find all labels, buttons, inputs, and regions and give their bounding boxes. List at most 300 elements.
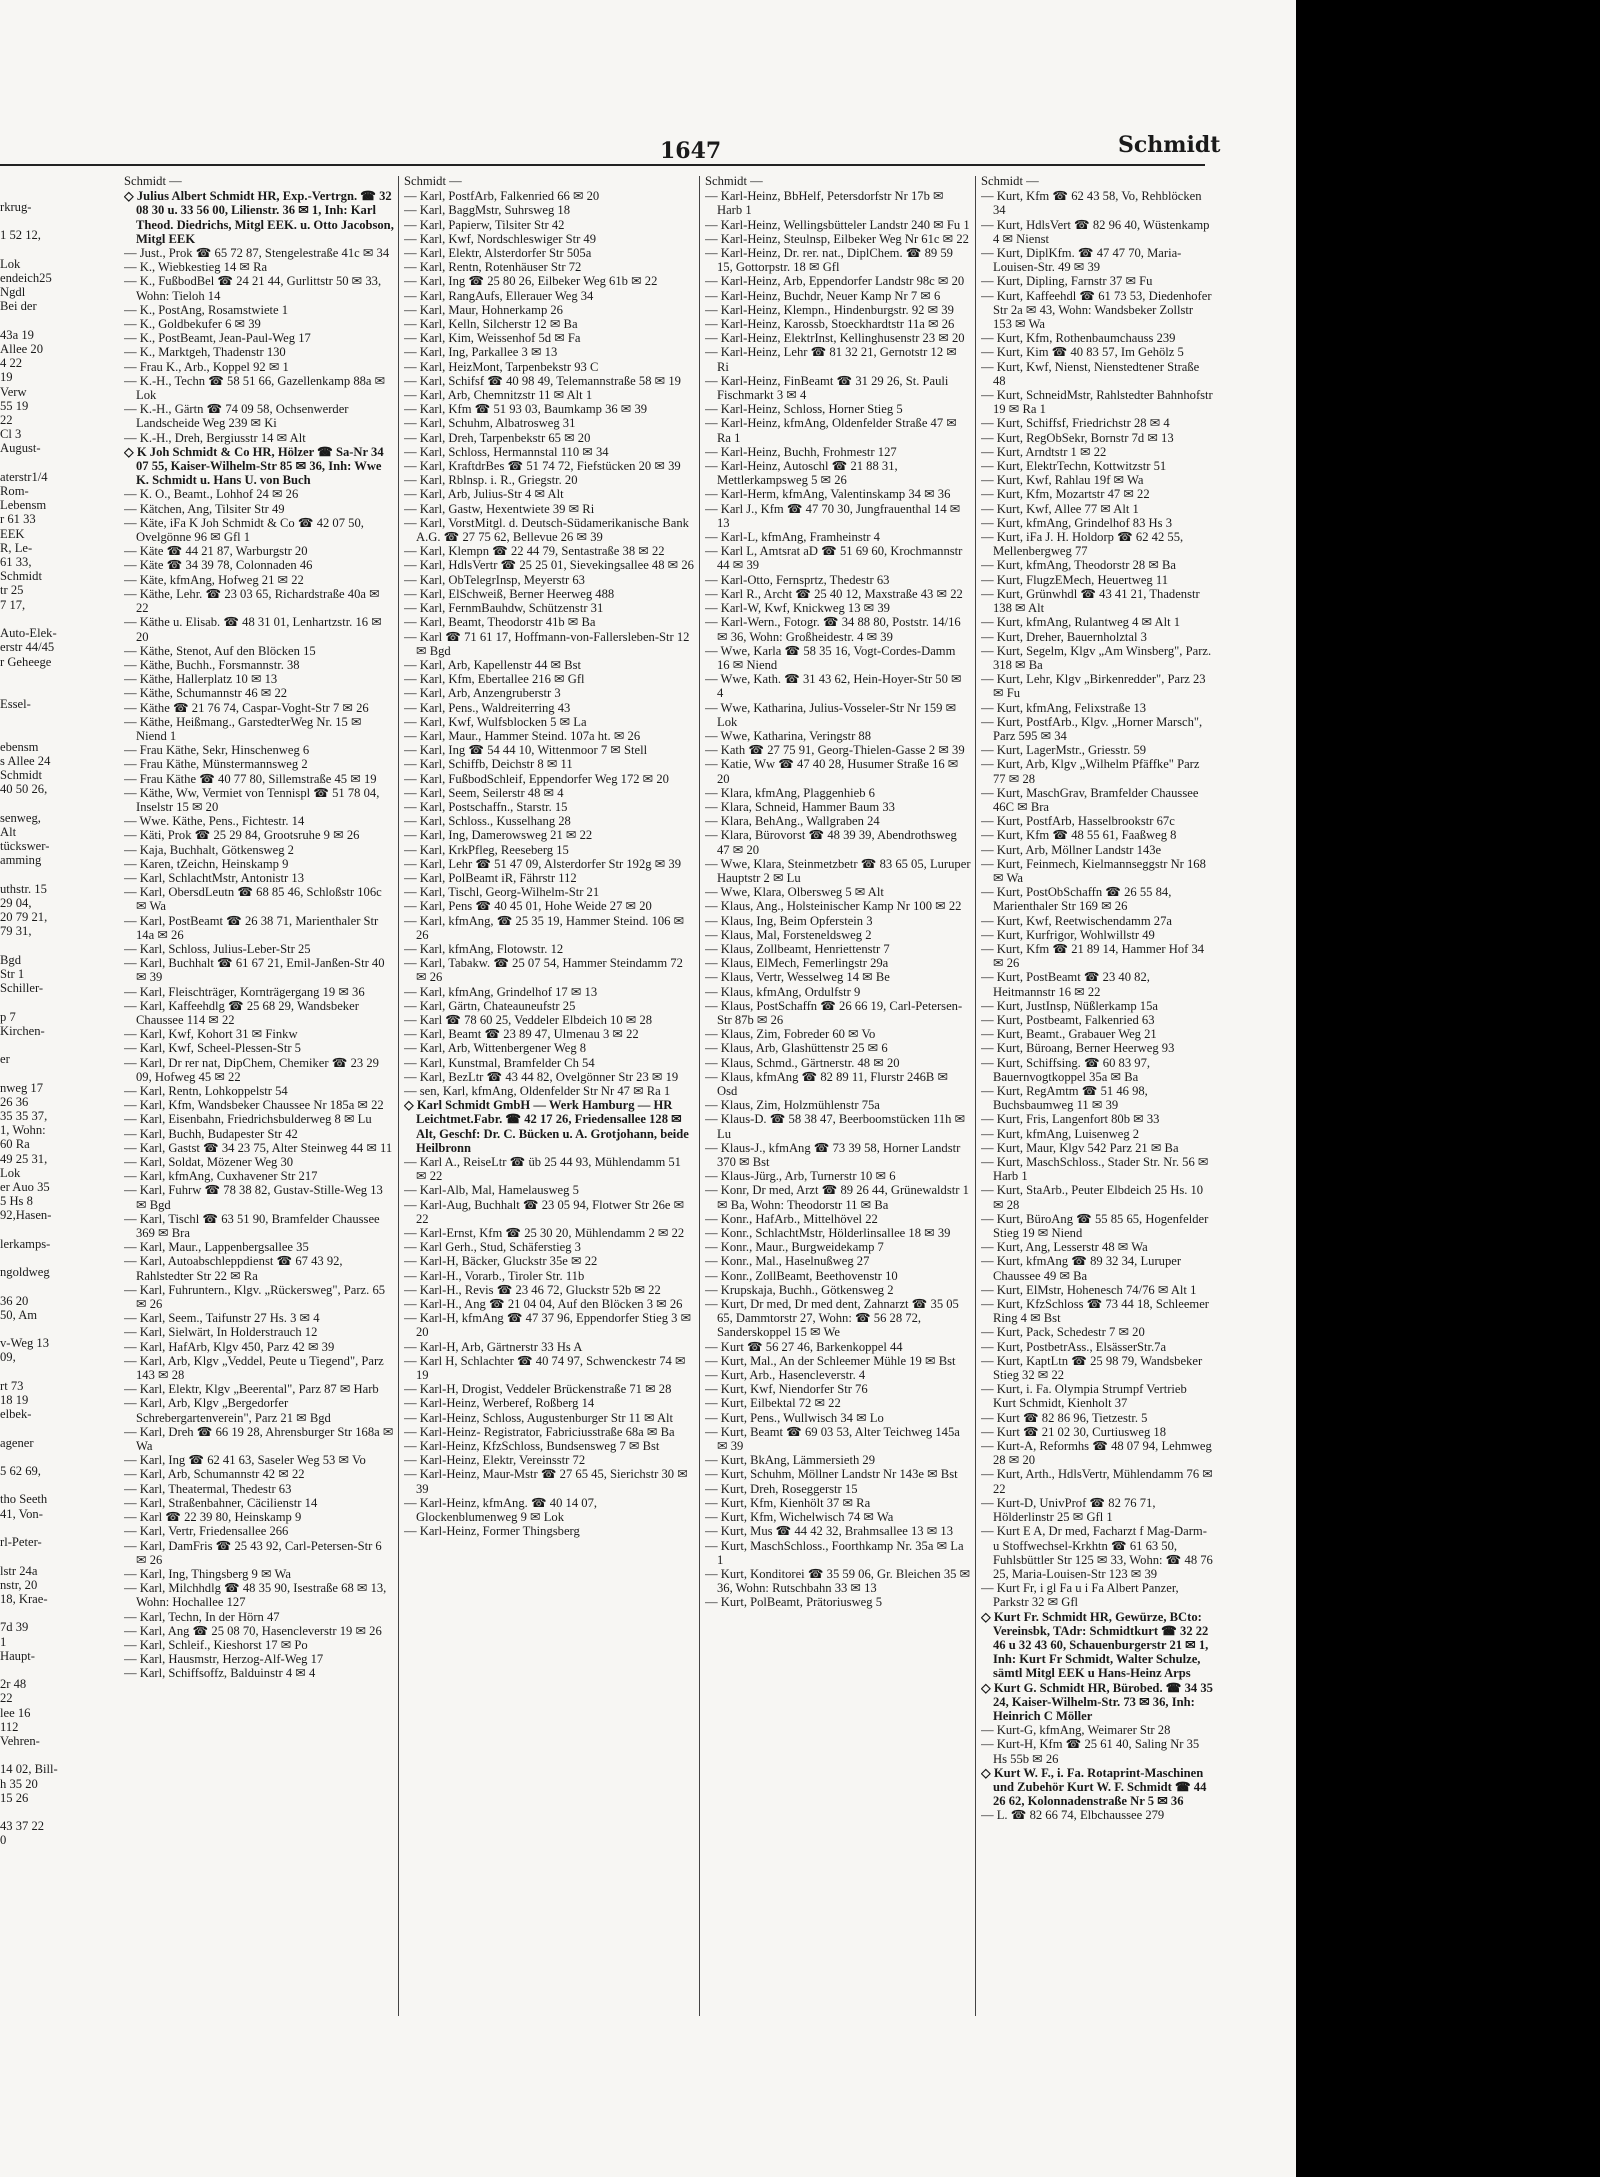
directory-entry: — Karl, Papierw, Tilsiter Str 42: [404, 217, 565, 232]
edge-fragment: Essel-: [0, 697, 31, 712]
directory-entry: — Kurt, MaschSchloss., Foorthkamp Nr. 35a ✉ La 1: [705, 1538, 964, 1567]
directory-entry: — Karl, Klempn ☎ 22 44 79, Sentastraße 38 ✉ 22: [404, 544, 665, 559]
directory-entry: — Wwe, Klara, Olbersweg 5 ✉ Alt: [705, 885, 884, 900]
directory-entry: — Karl, BezLtr ☎ 43 44 82, Ovelgönner Str 23 ✉ 19: [404, 1069, 679, 1084]
edge-fragment: [0, 243, 118, 257]
edge-fragment: er Auo 35: [0, 1180, 50, 1195]
directory-entry: — Karl, Kim, Weissenhof 5d ✉ Fa: [404, 331, 581, 346]
directory-entry: — Karl, Elektr, Klgv „Beerental", Parz 87 ✉ Harb: [124, 1382, 379, 1397]
directory-entry: — Klaus, Schmd., Gärtnerstr. 48 ✉ 20: [705, 1055, 900, 1070]
directory-entry: — Klara, Schneid, Hammer Baum 33: [705, 799, 895, 814]
directory-entry: — Kurt-A, Reformhs ☎ 48 07 94, Lehmweg 28 ✉ 20: [981, 1439, 1212, 1468]
edge-fragment: Auto-Elek-: [0, 626, 57, 641]
directory-entry: — Karl H, Schlachter ☎ 40 74 97, Schwenckestr 74 ✉ 19: [404, 1353, 686, 1383]
directory-entry: — Karl-Heinz, Autoschl ☎ 21 88 31, Mettlerkampsweg 5 ✉ 26: [705, 459, 898, 488]
directory-entry: — Klaus-J., kfmAng ☎ 73 39 58, Horner Landstr 370 ✉ Bst: [705, 1140, 961, 1170]
directory-entry: — L. ☎ 82 66 74, Elbchaussee 279: [981, 1808, 1165, 1823]
directory-entry: — Karl-H., Revis ☎ 23 46 72, Gluckstr 52b ✉ 22: [404, 1282, 661, 1297]
directory-entry: — Karl, Gastst ☎ 34 23 75, Alter Steinweg 44 ✉ 11: [124, 1140, 393, 1155]
directory-entry: — Karl-L, kfmAng, Framheinstr 4: [705, 530, 880, 545]
edge-fragment: R, Le-: [0, 540, 33, 555]
edge-fragment: [0, 1450, 118, 1464]
edge-fragment: 60 Ra: [0, 1137, 30, 1152]
directory-entry: — Klaus, ElMech, Femerlingstr 29a: [705, 956, 889, 971]
directory-entry: — Kurt, Kfm ☎ 62 43 58, Vo, Rehblöcken 34: [981, 189, 1202, 218]
directory-entry: — Karl-Heinz, Arb, Eppendorfer Landstr 98c ✉ 20: [705, 274, 965, 289]
directory-entry: — Kurt ☎ 82 86 96, Tietzestr. 5: [981, 1410, 1148, 1425]
edge-fragment: 22: [0, 1691, 13, 1706]
directory-entry: — Karl, Rentn, Lohkoppelstr 54: [124, 1084, 288, 1098]
directory-entry: — Karl-Heinz, Dr. rer. nat., DiplChem. ☎ 89 59 15, Gottorpstr. 18 ✉ Gfl: [705, 246, 953, 275]
directory-entry: — Käthe, Schumannstr 46 ✉ 22: [124, 686, 288, 701]
edge-fragment: 61 33,: [0, 555, 32, 570]
directory-entry: — Kurt, Arb., Hasencleverstr. 4: [705, 1368, 866, 1383]
directory-entry: — Kurt, Büroang, Berner Heerweg 93: [981, 1041, 1175, 1056]
edge-fragment: endeich25: [0, 271, 52, 286]
directory-entry: — Karl, FernmBauhdw, Schützenstr 31: [404, 601, 604, 616]
edge-fragment: 5 Hs 8: [0, 1194, 33, 1209]
edge-fragment: [0, 1365, 118, 1379]
directory-entry: — K., Goldbekufer 6 ✉ 39: [124, 317, 261, 332]
directory-entry: — Karl, Kwf, Scheel-Plessen-Str 5: [124, 1041, 301, 1056]
directory-entry: — Karl-H, Arb, Gärtnerstr 33 Hs A: [404, 1339, 583, 1354]
directory-entry: — Karl, Arb, Julius-Str 4 ✉ Alt: [404, 487, 564, 502]
edge-fragment: [0, 1038, 118, 1052]
directory-entry: — Karl, Autoabschleppdienst ☎ 67 43 92, Rahlstedter Str 22 ✉ Ra: [124, 1254, 343, 1283]
directory-entry: — Kurt, Kwf, Niendorfer Str 76: [705, 1382, 868, 1397]
directory-entry: — K. O., Beamt., Lohhof 24 ✉ 26: [124, 487, 299, 502]
edge-fragment: 112: [0, 1719, 19, 1734]
edge-fragment: [0, 797, 118, 811]
directory-entry: ◇ Julius Albert Schmidt HR, Exp.-Vertrgn. ☎ 32 08 30 u. 33 56 00, Lilienstr. 36 ✉ 1, Inh: Karl Theod. Diedrichs, Mitgl EEK. u. Otto Jacobson, Mitgl EEK: [124, 189, 394, 246]
edge-fragment: Haupt-: [0, 1648, 35, 1663]
directory-entry: — Karl, Kwf, Nordschleswiger Str 49: [404, 231, 597, 246]
directory-entry: — Karl, HafArb, Klgv 450, Parz 42 ✉ 39: [124, 1339, 335, 1354]
directory-entry: — Käte ☎ 44 21 87, Warburgstr 20: [124, 544, 308, 559]
edge-fragment: [0, 726, 118, 740]
edge-fragment: 18, Krae-: [0, 1591, 48, 1606]
edge-fragment: Cl 3: [0, 427, 22, 442]
edge-fragment: [0, 1521, 118, 1535]
directory-entry: — Karl-Heinz, Schloss, Horner Stieg 5: [705, 402, 903, 417]
edge-fragment: v-Weg 13: [0, 1336, 49, 1351]
directory-entry: — Karl, Ing ☎ 25 80 26, Eilbeker Weg 61b ✉ 22: [404, 274, 658, 289]
edge-fragment: lee 16: [0, 1705, 31, 1720]
directory-entry: — Karl, Kfm ☎ 51 93 03, Baumkamp 36 ✉ 39: [404, 402, 648, 417]
directory-entry: — Kurt, kfmAng, Luisenweg 2: [981, 1126, 1140, 1141]
directory-entry: — Kurt, FlugzEMech, Heuertweg 11: [981, 572, 1168, 587]
directory-entry: — Karl, kfmAng, Flotowstr. 12: [404, 941, 564, 956]
directory-entry: — Karl, Kunstmal, Bramfelder Ch 54: [404, 1055, 595, 1070]
directory-entry: — Kurt, DiplKfm. ☎ 47 47 70, Maria-Louisen-Str. 49 ✉ 39: [981, 246, 1182, 275]
directory-entry: — Kurt, Schuhm, Möllner Landstr Nr 143e ✉ Bst: [705, 1467, 958, 1482]
directory-entry: — Kurt, Dipling, Farnstr 37 ✉ Fu: [981, 274, 1153, 289]
directory-entry: — Karl, Rblnsp. i. R., Griegstr. 20: [404, 473, 578, 488]
directory-entry: — Karl-H, kfmAng ☎ 47 37 96, Eppendorfer Stieg 3 ✉ 20: [404, 1311, 692, 1340]
directory-entry: — Wwe, Klara, Steinmetzbetr ☎ 83 65 05, Luruper Hauptstr 2 ✉ Lu: [705, 856, 971, 885]
entry-list: [124, 189, 394, 1680]
directory-entry: — Karl-Heinz, Klempn., Hindenburgstr. 92 ✉ 39: [705, 302, 954, 317]
directory-entry: — Frau K., Arb., Koppel 92 ✉ 1: [124, 359, 289, 374]
edge-fragment: Schmidt: [0, 569, 42, 584]
directory-entry: — Kurt, Lehr, Klgv „Birkenredder", Parz 23 ✉ Fu: [981, 672, 1206, 701]
edge-fragment: Lok: [0, 256, 21, 271]
directory-entry: — Klaus, Ang., Holsteinischer Kamp Nr 100 ✉ 22: [705, 899, 962, 914]
edge-fragment: 1 52 12,: [0, 228, 41, 243]
edge-fragment: 19: [0, 370, 13, 385]
column-3: [705, 174, 971, 2034]
edge-fragment: lstr 24a: [0, 1563, 38, 1578]
directory-entry: — Karl, Lehr ☎ 51 47 09, Alsterdorfer Str 192g ✉ 39: [404, 856, 682, 871]
directory-entry: — Karl ☎ 71 61 17, Hoffmann-von-Fallersleben-Str 12 ✉ Bgd: [404, 629, 690, 658]
directory-entry: — Karl, SchlachtMstr, Antonistr 13: [124, 870, 304, 885]
directory-entry: — Karl-Heinz, ElektrInst, Kellinghusenstr 23 ✉ 20: [705, 331, 965, 346]
directory-entry: — Kurt, Kfm, Kienhölt 37 ✉ Ra: [705, 1495, 871, 1510]
directory-entry: — Kaja, Buchhalt, Götkensweg 2: [124, 842, 294, 857]
directory-entry: — Käthe, Lehr. ☎ 23 03 65, Richardstraße 40a ✉ 22: [124, 586, 380, 616]
directory-entry: — K., PostBeamt, Jean-Paul-Weg 17: [124, 331, 311, 346]
directory-entry: — Karl-Heinz, Elektr, Vereinsstr 72: [404, 1453, 586, 1468]
directory-entry: — Kurt, i. Fa. Olympia Strumpf Vertrieb Kurt Schmidt, Kienholt 37: [981, 1382, 1187, 1411]
directory-entry: — Karl, Arb, Klgv „Bergedorfer Schrebergartenverein", Parz 21 ✉ Bgd: [124, 1396, 331, 1425]
edge-fragment: [0, 1549, 118, 1563]
directory-entry: — Karl, Schifsf ☎ 40 98 49, Telemannstraße 58 ✉ 19: [404, 373, 681, 388]
directory-entry: ◇ Kurt G. Schmidt HR, Bürobed. ☎ 34 35 24, Kaiser-Wilhelm-Str. 73 ✉ 36, Inh: Heinrich C Möller: [981, 1680, 1213, 1723]
entry-list: [404, 189, 694, 1538]
edge-fragment: [0, 456, 118, 470]
directory-entry: — Kurt, MaschSchloss., Stader Str. Nr. 56 ✉ Harb 1: [981, 1155, 1209, 1184]
edge-fragment: EEK: [0, 526, 25, 541]
directory-entry: — Kurt, Ang, Lesserstr 48 ✉ Wa: [981, 1240, 1148, 1255]
edge-fragment: Rom-: [0, 484, 29, 499]
directory-entry: — Karl, BaggMstr, Suhrsweg 18: [404, 203, 570, 218]
directory-entry: — Karl, Gärtn, Chateaunеufstr 25: [404, 998, 576, 1013]
directory-entry: — Karl-Heinz, KfzSchloss, Bundsensweg 7 ✉ Bst: [404, 1439, 660, 1454]
edge-fragment: ngoldweg: [0, 1265, 50, 1280]
directory-entry: — Kurt, RegAmtm ☎ 51 46 98, Buchsbaumweg 11 ✉ 39: [981, 1084, 1148, 1113]
header-rule: [0, 164, 1205, 166]
running-head: Schmidt: [1118, 132, 1221, 158]
directory-entry: — Karl, Eisenbahn, Friedrichsbulderweg 8 ✉ Lu: [124, 1112, 372, 1127]
edge-fragment: lerkamps-: [0, 1236, 51, 1251]
directory-entry: — Kurt, Pens., Wullwisch 34 ✉ Lo: [705, 1410, 884, 1425]
directory-entry: — Karl, Vertr, Friedensallee 266: [124, 1524, 289, 1539]
directory-entry: — Kurt, RegObSekr, Bornstr 7d ✉ 13: [981, 430, 1174, 445]
directory-entry: — Karl Gerh., Stud, Schäferstieg 3: [404, 1240, 581, 1255]
directory-entry: — Karl, Buchhalt ☎ 61 67 21, Emil-Janßen-Str 40 ✉ 39: [124, 956, 385, 985]
edge-fragment: 29 04,: [0, 895, 32, 910]
directory-entry: — Kurt, Maur, Klgv 542 Parz 21 ✉ Ba: [981, 1140, 1179, 1155]
directory-entry: — Kurt, Kurfrigor, Wohlwillstr 49: [981, 927, 1155, 942]
directory-entry: — Karl, Schiffb, Deichstr 8 ✉ 11: [404, 757, 573, 772]
directory-entry: — K.-H., Gärtn ☎ 74 09 58, Ochsenwerder Landscheide Weg 239 ✉ Ki: [124, 402, 349, 431]
directory-entry: — Kurt, Kwf, Rahlau 19f ✉ Wa: [981, 473, 1144, 488]
edge-fragment: [0, 1322, 118, 1336]
edge-fragment: 49 25 31,: [0, 1151, 48, 1166]
directory-entry: — Klaus-Jürg., Arb, Turnerstr 10 ✉ 6: [705, 1169, 896, 1184]
directory-entry: — Kurt, KfzSchloss ☎ 73 44 18, Schleemer Ring 4 ✉ Bst: [981, 1297, 1209, 1326]
directory-entry: — Karl-Heinz, Lehr ☎ 81 32 21, Gernotstr 12 ✉ Ri: [705, 345, 957, 374]
directory-entry: ◇ Kurt W. F., i. Fa. Rotaprint-Maschinen und Zubehör Kurt W. F. Schmidt ☎ 44 26 62, Kolonnadenstraße Nr 5 ✉ 36: [981, 1765, 1207, 1809]
directory-entry: — Karl R., Archt ☎ 25 40 12, Maxstraße 43 ✉ 22: [705, 586, 963, 601]
directory-entry: — Kurt, KaptLtn ☎ 25 98 79, Wandsbeker Stieg 32 ✉ 22: [981, 1353, 1203, 1383]
directory-entry: — Karl, ObersdLeutn ☎ 68 85 46, Schloßstr 106c ✉ Wa: [124, 885, 382, 914]
directory-entry: — Karl, HdlsVertr ☎ 25 25 01, Sievekingsallee 48 ✉ 26: [404, 558, 694, 573]
directory-entry: — Karen, tZeichn, Heinskamp 9: [124, 856, 289, 871]
directory-entry: — Karl, Ing, Damerowsweg 21 ✉ 22: [404, 828, 593, 843]
directory-entry: — Karl, VorstMitgl. d. Deutsch-Südamerikanische Bank A.G. ☎ 27 75 62, Bellevue 26 ✉ 39: [404, 515, 689, 545]
directory-entry: ◇ K Joh Schmidt & Co HR, Hölzer ☎ Sa-Nr 34 07 55, Kaiser-Wilhelm-Str 85 ✉ 36, Inh: Wwe K. Schmidt u. Hans U. von Buch: [124, 444, 384, 488]
directory-entry: — Kurt, kfmAng ☎ 89 32 34, Luruper Chaussee 49 ✉ Ba: [981, 1254, 1182, 1283]
directory-entry: — Kätchen, Ang, Tilsiter Str 49: [124, 501, 285, 516]
directory-entry: — Frau Käthe, Sekr, Hinschenweg 6: [124, 743, 310, 758]
edge-fragment: 7d 39: [0, 1620, 29, 1635]
directory-entry: — Karl, ElSchweiß, Berner Heerweg 488: [404, 586, 615, 601]
directory-entry: — Karl-H., Ang ☎ 21 04 04, Auf den Blöcken 3 ✉ 26: [404, 1297, 683, 1312]
directory-entry: — Karl, Kfm, Ebertallee 216 ✉ Gfl: [404, 672, 585, 687]
directory-entry: — Karl, Ing ☎ 54 44 10, Wittenmoor 7 ✉ Stell: [404, 743, 648, 758]
directory-entry: — Karl, Postschaffn., Starstr. 15: [404, 799, 568, 814]
directory-entry: — Karl, kfmAng, Cuxhavener Str 217: [124, 1169, 318, 1184]
edge-fragment: 18 19: [0, 1393, 29, 1408]
directory-entry: — Kurt, Eilbektal 72 ✉ 22: [705, 1396, 841, 1411]
directory-entry: — Karl, Arb, Anzengruberstr 3: [404, 686, 561, 701]
edge-fragment: nstr, 20: [0, 1577, 38, 1592]
directory-entry: — Krupskaja, Buchh., Götkensweg 2: [705, 1282, 894, 1297]
directory-entry: — Frau Käthe, Münstermannsweg 2: [124, 757, 308, 772]
edge-fragment: Ngdl: [0, 285, 26, 300]
directory-entry: — sen, Karl, kfmAng, Oldenfelder Str Nr 47 ✉ Ra 1: [404, 1084, 671, 1098]
directory-entry: — Karl, Techn, In der Hörn 47: [124, 1609, 280, 1624]
directory-entry: — Kurt, Feinmech, Kielmannseggstr Nr 168 ✉ Wa: [981, 856, 1206, 885]
directory-entry: — Kurt, PostfArb., Klgv. „Horner Marsch", Parz 595 ✉ 34: [981, 714, 1203, 743]
edge-fragment: 50, Am: [0, 1307, 38, 1322]
edge-fragment: 15 26: [0, 1790, 29, 1805]
directory-entry: — Karl-Heinz, Buchh, Frohmestr 127: [705, 444, 897, 459]
directory-entry: — Kurt Fr, i gl Fa u i Fa Albert Panzer, Parkstr 32 ✉ Gfl: [981, 1581, 1179, 1610]
directory-entry: — K., Marktgeh, Thadenstr 130: [124, 345, 286, 360]
directory-entry: — Kurt, MaschGrav, Bramfelder Chaussee 46C ✉ Bra: [981, 785, 1199, 814]
edge-fragment: 40 50 26,: [0, 782, 48, 797]
edge-fragment: 79 31,: [0, 924, 32, 939]
directory-entry: — Wwe, Katharina, Julius-Vosseler-Str Nr 159 ✉ Lok: [705, 700, 957, 729]
edge-fragment: 2r 48: [0, 1677, 27, 1692]
column-2: [404, 174, 694, 2034]
directory-entry: — Karl-Heinz, kfmAng. ☎ 40 14 07, Glockenblumenweg 9 ✉ Lok: [404, 1495, 598, 1525]
directory-entry: — Kurt, Segelm, Klgv „Am Winsberg", Parz. 318 ✉ Ba: [981, 643, 1212, 672]
directory-entry: — Karl, Arb, Chemnitzstr 11 ✉ Alt 1: [404, 388, 593, 403]
edge-fragment: 14 02, Bill-: [0, 1762, 58, 1777]
directory-entry: — Konr., ZollBeamt, Beethovenstr 10: [705, 1268, 898, 1283]
directory-entry: — Karl, kfmAng, ☎ 25 35 19, Hammer Steind. 106 ✉ 26: [404, 913, 685, 942]
edge-fragment: 4 22: [0, 356, 23, 371]
directory-entry: — Kurt, Arb, Möllner Landstr 143e: [981, 842, 1162, 857]
edge-fragment: Schmidt: [0, 768, 42, 783]
directory-entry: — Karl, Kfm, Wandsbeker Chaussee Nr 185a ✉ 22: [124, 1098, 384, 1113]
directory-entry: — Karl-Heinz, Wellingsbütteler Landstr 240 ✉ Fu 1: [705, 217, 970, 232]
directory-entry: — Karl, Arb, Schumannstr 42 ✉ 22: [124, 1467, 305, 1482]
entry-list: [981, 189, 1213, 1822]
directory-entry: — Wwe, Karla ☎ 58 35 16, Vogt-Cordes-Damm 16 ✉ Niend: [705, 643, 956, 672]
directory-entry: — Karl, Ing, Thingsberg 9 ✉ Wa: [124, 1566, 291, 1581]
edge-fragment: r 61 33: [0, 512, 36, 527]
directory-entry: — Konr., Maur., Burgweidekamp 7: [705, 1240, 884, 1255]
directory-entry: — Käthe ☎ 21 76 74, Caspar-Voght-Str 7 ✉ 26: [124, 700, 369, 715]
directory-entry: — Karl-H., Vorarb., Tiroler Str. 11b: [404, 1268, 585, 1283]
directory-entry: — Kurt, Dreh, Roseggerstr 15: [705, 1481, 858, 1496]
directory-entry: — Karl-Heinz, Former Thingsberg: [404, 1524, 580, 1539]
directory-entry: — Karl-Alb, Mal, Hamelausweg 5: [404, 1183, 579, 1198]
directory-entry: — Kath ☎ 27 75 91, Georg-Thielen-Gasse 2 ✉ 39: [705, 743, 965, 758]
edge-fragment: [0, 1663, 118, 1677]
directory-entry: — K., FußbodBel ☎ 24 21 44, Gurlittstr 50 ✉ 33, Wohn: Tieloh 14: [124, 274, 382, 303]
directory-entry: — Karl-Wern., Fotogr. ☎ 34 88 80, Poststr. 14/16 ✉ 36, Wohn: Großheidestr. 4 ✉ 39: [705, 615, 961, 644]
directory-entry: — Kurt, Kwf, Nienst, Nienstedtener Straße 48: [981, 359, 1200, 388]
directory-entry: — Kurt, PostbetrAss., ElsässerStr.7a: [981, 1339, 1167, 1354]
directory-entry: — Kurt, BüroAng ☎ 55 85 65, Hogenfelder Stieg 19 ✉ Niend: [981, 1211, 1209, 1241]
directory-entry: — Karl, Pens., Waldreiterring 43: [404, 700, 571, 715]
edge-fragment: [0, 1421, 118, 1435]
directory-entry: — Kurt, Pack, Schedestr 7 ✉ 20: [981, 1325, 1145, 1340]
edge-fragment: 0: [0, 1833, 7, 1848]
edge-fragment: 92,Hasen-: [0, 1208, 52, 1223]
edge-fragment: [0, 1223, 118, 1237]
column-head: Schmidt —: [981, 174, 1039, 188]
directory-entry: — Kurt, Grünwhdl ☎ 43 41 21, Thadenstr 138 ✉ Alt: [981, 586, 1200, 616]
previous-page-edge: [0, 200, 118, 1848]
edge-fragment: ebensm: [0, 739, 39, 754]
scan-border: [1296, 0, 1600, 2177]
directory-entry: — Karl, Beamt ☎ 23 89 47, Ulmenau 3 ✉ 22: [404, 1027, 639, 1042]
directory-entry: — Karl-Aug, Buchhalt ☎ 23 05 94, Flotwer Str 26e ✉ 22: [404, 1197, 685, 1226]
directory-entry: ◇ Kurt Fr. Schmidt HR, Gewürze, BCto: Vereinsbk, TAdr: Schmidtkurt ☎ 32 22 46 u 32 43 60, Schauenburgerstr 21 ✉ 1, Inh: Kurt Fr Schmidt, Walter Schulze, sämtl Mitgl EEK u Hans-Heinz Arps: [981, 1609, 1209, 1681]
edge-fragment: er: [0, 1052, 10, 1067]
directory-entry: — Karl-Heinz, Steulnsp, Eilbeker Weg Nr 61c ✉ 22: [705, 231, 969, 246]
directory-entry: — Karl, DamFris ☎ 25 43 92, Carl-Petersen-Str 6 ✉ 26: [124, 1538, 382, 1567]
edge-fragment: [0, 1748, 118, 1762]
edge-fragment: h 35 20: [0, 1776, 38, 1791]
edge-fragment: aterstr1/4: [0, 469, 48, 484]
directory-entry: — Karl-Heinz- Registrator, Fabriciusstraße 68a ✉ Ba: [404, 1424, 675, 1439]
directory-entry: — Kurt-G, kfmAng, Weimarer Str 28: [981, 1723, 1171, 1738]
edge-fragment: r Geheege: [0, 654, 52, 669]
directory-entry: — Karl, Tischl, Georg-Wilhelm-Str 21: [404, 885, 600, 900]
edge-fragment: [0, 683, 118, 697]
directory-entry: — Karl, Schloss, Julius-Leber-Str 25: [124, 941, 311, 956]
directory-entry: — Kurt, Schiffsf, Friedrichstr 28 ✉ 4: [981, 416, 1170, 431]
directory-entry: — Kurt E A, Dr med, Facharzt f Mag-Darm- u Stoffwechsel-Krkhtn ☎ 61 63 50, Fuhlsbüttler Str 125 ✉ 33, Wohn: ☎ 48 76 25, Maria-Louisen-Str 123 ✉ 39: [981, 1524, 1213, 1581]
directory-entry: — Kurt, PostfArb, Hasselbrookstr 67c: [981, 814, 1175, 829]
directory-entry: — Kurt, StaArb., Peuter Elbdeich 25 Hs. 10 ✉ 28: [981, 1183, 1204, 1212]
directory-entry: — Klara, Bürovorst ☎ 48 39 39, Abendrothsweg 47 ✉ 20: [705, 828, 957, 857]
directory-entry: — Karl, Dreh, Tarpenbekstr 65 ✉ 20: [404, 430, 591, 445]
edge-fragment: [0, 1066, 118, 1080]
edge-fragment: 36 20: [0, 1293, 29, 1308]
directory-entry: — Karl, Kaffeehdlg ☎ 25 68 29, Wandsbeker Chaussee 114 ✉ 22: [124, 998, 359, 1027]
directory-entry: — Karl, Gastw, Hexentwiete 39 ✉ Ri: [404, 501, 595, 516]
directory-entry: — Klaus, Zim, Holzmühlenstr 75a: [705, 1098, 880, 1113]
directory-entry: — Karl, PostfArb, Falkenried 66 ✉ 20: [404, 189, 600, 204]
directory-entry: — Kurt-D, UnivProf ☎ 82 76 71, Hölderlinstr 25 ✉ Gfl 1: [981, 1495, 1156, 1525]
directory-entry: — Wwe, Katharina, Veringstr 88: [705, 728, 872, 743]
directory-entry: — Karl, Schiffsoffz, Balduinstr 4 ✉ 4: [124, 1666, 316, 1681]
directory-entry: — Karl, Fleischträger, Kornträgergang 19 ✉ 36: [124, 984, 365, 999]
edge-fragment: 7 17,: [0, 597, 26, 612]
edge-fragment: Verw: [0, 384, 27, 399]
edge-fragment: tr 25: [0, 583, 24, 598]
directory-entry: — Kurt, Kfm, Rothenbaumchauss 239: [981, 331, 1176, 346]
directory-entry: — Klaus, Mal, Forsteneldsweg 2: [705, 927, 872, 942]
edge-fragment: [0, 868, 118, 882]
directory-entry: — Käthe, Buchh., Forsmannstr. 38: [124, 657, 300, 672]
directory-entry: — Frau Käthe ☎ 40 77 80, Sillemstraße 45 ✉ 19: [124, 771, 377, 786]
directory-entry: — Karl, Kwf, Kohort 31 ✉ Finkw: [124, 1027, 298, 1042]
edge-fragment: [0, 1606, 118, 1620]
directory-entry: — Karl-H, Bäcker, Gluckstr 35e ✉ 22: [404, 1254, 598, 1269]
directory-entry: — Karl, FußbodSchleif, Eppendorfer Weg 172 ✉ 20: [404, 771, 669, 786]
directory-entry: — Käte ☎ 34 39 78, Colonnaden 46: [124, 558, 313, 573]
edge-fragment: 43a 19: [0, 327, 34, 342]
directory-entry: — Käthe, Hallerplatz 10 ✉ 13: [124, 672, 278, 687]
edge-fragment: 1, Wohn:: [0, 1123, 46, 1138]
edge-fragment: 5 62 69,: [0, 1464, 41, 1479]
directory-entry: — Karl, Dreh ☎ 66 19 28, Ahrensburger Str 168a ✉ Wa: [124, 1424, 394, 1454]
directory-entry: — Klaus, kfmAng ☎ 82 89 11, Flurstr 246B ✉ Osd: [705, 1069, 949, 1098]
directory-entry: — Karl A., ReiseLtr ☎ üb 25 44 93, Mühlendamm 51 ✉ 22: [404, 1155, 681, 1184]
directory-entry: — Käthe u. Elisab. ☎ 48 31 01, Lenhartzstr. 16 ✉ 20: [124, 615, 382, 644]
directory-entry: — Wwe. Käthe, Pens., Fichtestr. 14: [124, 814, 305, 829]
directory-entry: — Karl, ObTelegrInsp, Meyerstr 63: [404, 572, 585, 587]
directory-entry: — Klaus, PostSchaffn ☎ 26 66 19, Carl-Petersen-Str 87b ✉ 26: [705, 998, 963, 1027]
directory-entry: — Kurt, Arth., HdlsVertr, Mühlendamm 76 ✉ 22: [981, 1467, 1213, 1496]
edge-fragment: [0, 612, 118, 626]
directory-entry: — Karl, Ing ☎ 62 41 63, Saseler Weg 53 ✉ Vo: [124, 1453, 366, 1468]
directory-entry: — Klaus, Zim, Fobreder 60 ✉ Vo: [705, 1027, 876, 1042]
directory-entry: — Karl, Ang ☎ 25 08 70, Hasencleverstr 19 ✉ 26: [124, 1623, 382, 1638]
directory-entry: — Kurt, ElektrTechn, Kottwitzstr 51: [981, 459, 1167, 474]
edge-fragment: 43 37 22: [0, 1819, 45, 1834]
edge-fragment: August-: [0, 441, 41, 456]
directory-entry: — Karl J., Kfm ☎ 47 70 30, Jungfrauenthal 14 ✉ 13: [705, 501, 961, 530]
directory-entry: — Karl-Heinz, Karossb, Stoeckhardtstr 11a ✉ 26: [705, 317, 955, 332]
directory-entry: — Karl-Heinz, Buchdr, Neuer Kamp Nr 7 ✉ 6: [705, 288, 941, 303]
directory-entry: — Kurt, Kwf, Allee 77 ✉ Alt 1: [981, 501, 1139, 516]
directory-entry: — Kurt, Mal., An der Schleemer Mühle 19 ✉ Bst: [705, 1353, 956, 1368]
directory-entry: — Klara, BehAng., Wallgraben 24: [705, 814, 880, 829]
directory-entry: — Karl ☎ 22 39 80, Heinskamp 9: [124, 1510, 302, 1525]
edge-fragment: Alt: [0, 824, 17, 839]
directory-entry: — Kurt, Kfm ☎ 48 55 61, Faaßweg 8: [981, 828, 1177, 843]
directory-entry: — Karl-Heinz, Maur-Mstr ☎ 27 65 45, Sierichstr 30 ✉ 39: [404, 1467, 688, 1496]
directory-entry: — Kurt, Arndtstr 1 ✉ 22: [981, 444, 1107, 459]
directory-entry: — Kurt, kfmAng, Grindelhof 83 Hs 3: [981, 515, 1172, 530]
directory-entry: — Konr., Mal., Haselnußweg 27: [705, 1254, 870, 1269]
edge-fragment: nweg 17: [0, 1080, 44, 1095]
directory-entry: — Karl, HeizMont, Tarpenbekstr 93 C: [404, 359, 599, 374]
edge-fragment: [0, 314, 118, 328]
directory-entry: — Karl, KrkPfleg, Reeseberg 15: [404, 842, 569, 857]
edge-fragment: Schiller-: [0, 981, 44, 996]
directory-entry: — Käthe, Ww, Vermiet von Tennispl ☎ 51 78 04, Inselstr 15 ✉ 20: [124, 785, 380, 814]
edge-fragment: Kirchen-: [0, 1023, 45, 1038]
directory-entry: — Karl, Dr rer nat, DipChem, Chemiker ☎ 23 29 09, Hofweg 45 ✉ 22: [124, 1055, 379, 1084]
edge-fragment: [0, 1251, 118, 1265]
directory-entry: — Käte, iFa K Joh Schmidt & Co ☎ 42 07 50, Ovelgönne 96 ✉ Gfl 1: [124, 515, 364, 545]
directory-entry: — Wwe, Kath. ☎ 31 43 62, Hein-Hoyer-Str 50 ✉ 4: [705, 672, 962, 701]
directory-entry: — Karl ☎ 78 60 25, Veddeler Elbdeich 10 ✉ 28: [404, 1012, 653, 1027]
edge-fragment: Bei der: [0, 299, 37, 314]
directory-entry: — Karl, Schloss., Kusselhang 28: [404, 814, 571, 829]
